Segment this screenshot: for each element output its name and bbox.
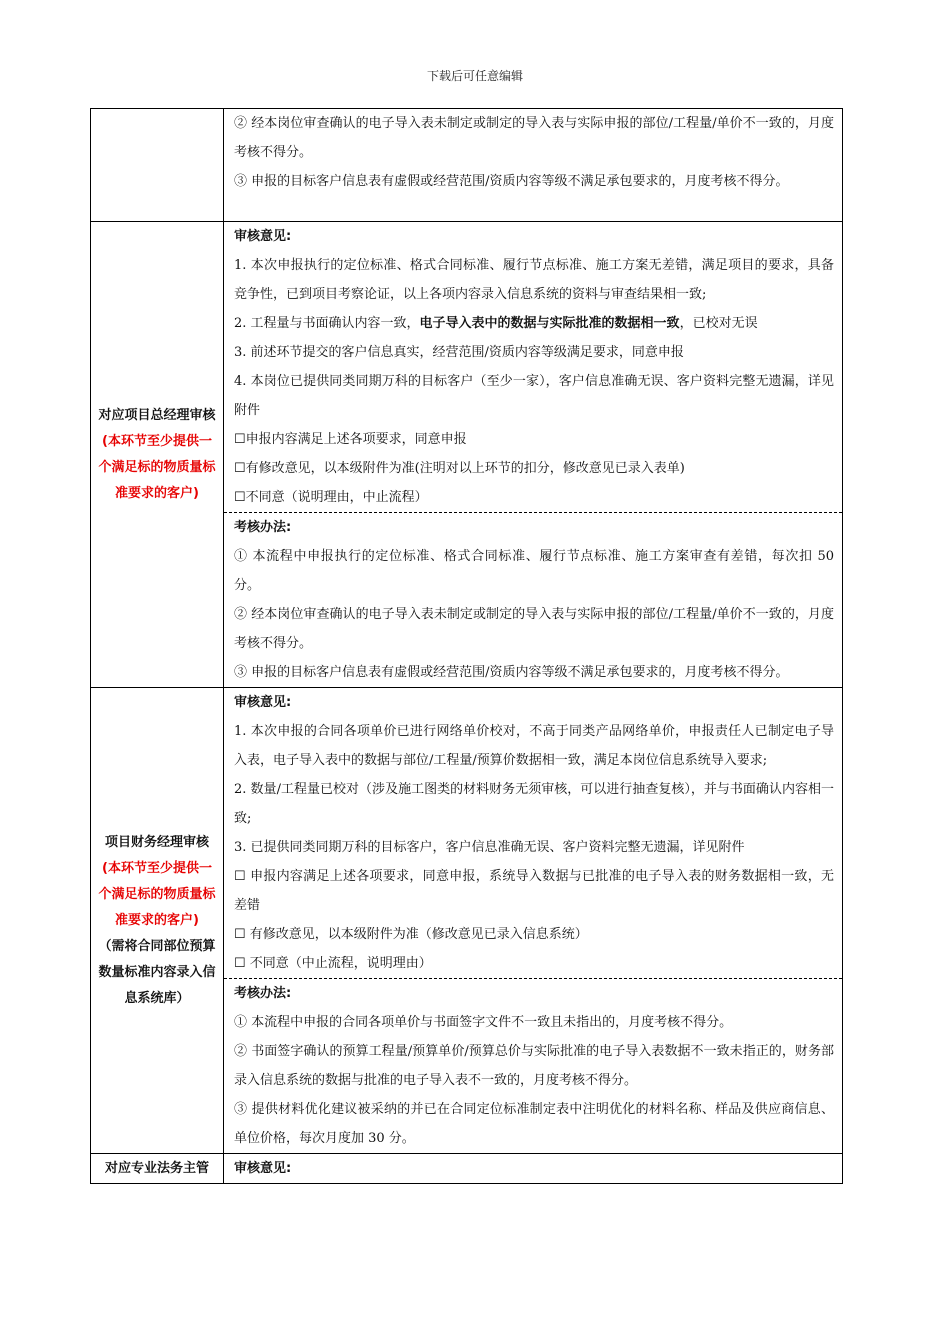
assessment-section (224, 512, 842, 687)
review-title: 审核意见: (234, 695, 292, 710)
row-label-empty (91, 109, 224, 222)
row-content (224, 1154, 843, 1184)
checkbox-option[interactable]: ☐ 申报内容满足上述各项要求，同意申报，系统导入数据与已批准的电子导入表的财务数据相一致，无差错 (234, 869, 834, 913)
review-section (224, 688, 842, 978)
review-item: 3. 前述环节提交的客户信息真实，经营范围/资质内容等级满足要求，同意申报 (234, 345, 684, 360)
review-item: 1. 本次申报的合同各项单价已进行网络单价校对，不高于同类产品网络单价，申报责任人已制定电子导入表，电子导入表中的数据与部位/工程量/预算价数据相一致，满足本岗位信息系统导入要求; (234, 724, 834, 768)
assessment-continued (224, 109, 842, 196)
review-item: 4. 本岗位已提供同类同期万科的目标客户（至少一家），客户信息准确无误、客户资料完整无遗漏，详见附件 (234, 374, 834, 418)
row-label (91, 222, 224, 688)
bold-emphasis: 电子导入表中的数据与实际批准的数据相一致 (419, 316, 680, 331)
assessment-item: ② 经本岗位审查确认的电子导入表未制定或制定的导入表与实际申报的部位/工程量/单价不一致的，月度考核不得分。 (234, 607, 834, 651)
checkbox-option[interactable]: ☐ 有修改意见，以本级附件为准（修改意见已录入信息系统） (234, 927, 588, 942)
row-content (224, 109, 843, 222)
review-item: 1. 本次申报执行的定位标准、格式合同标准、履行节点标准、施工方案无差错，满足项目的要求，具备竞争性，已到项目考察论证，以上各项内容录入信息系统的资料与审查结果相一致; (234, 258, 834, 302)
assessment-title: 考核办法: (234, 520, 292, 535)
role-note-secondary: （需将合同部位预算数量标准内容录入信息系统库） (98, 938, 216, 1006)
table-row (91, 1154, 843, 1184)
assessment-section (224, 978, 842, 1153)
assessment-title: 考核办法: (234, 986, 292, 1001)
assessment-item: ③ 申报的目标客户信息表有虚假或经营范围/资质内容等级不满足承包要求的，月度考核不得分。 (234, 665, 789, 680)
assessment-item: ① 本流程中申报执行的定位标准、格式合同标准、履行节点标准、施工方案审查有差错，每次扣 50 分。 (234, 549, 834, 593)
row-label (91, 688, 224, 1154)
checkbox-option[interactable]: ☐不同意（说明理由，中止流程） (234, 490, 428, 505)
assessment-item: ③ 申报的目标客户信息表有虚假或经营范围/资质内容等级不满足承包要求的，月度考核不得分。 (234, 174, 789, 189)
row-label (91, 1154, 224, 1184)
assessment-item: ① 本流程中申报的合同各项单价与书面签字文件不一致且未指出的，月度考核不得分。 (234, 1015, 733, 1030)
checkbox-option[interactable]: ☐有修改意见，以本级附件为准(注明对以上环节的扣分，修改意见已录入表单) (234, 461, 685, 476)
table-row (91, 222, 843, 688)
review-title: 审核意见: (234, 229, 292, 244)
row-content (224, 222, 843, 688)
review-title: 审核意见: (234, 1161, 292, 1176)
role-title: 对应项目总经理审核 (98, 407, 216, 423)
review-item: 2. 数量/工程量已校对（涉及施工图类的材料财务无须审核，可以进行抽查复核），并与书面确认内容相一致; (234, 782, 834, 826)
page-header: 下载后可任意编辑 (426, 69, 523, 83)
approval-table (90, 108, 843, 1184)
table-row (91, 688, 843, 1154)
assessment-item: ② 经本岗位审查确认的电子导入表未制定或制定的导入表与实际申报的部位/工程量/单价不一致的，月度考核不得分。 (234, 116, 834, 160)
review-item: 2. 工程量与书面确认内容一致，电子导入表中的数据与实际批准的数据相一致，已校对无误 (234, 316, 758, 331)
role-note: (本环节至少提供一个满足标的物质量标准要求的客户) (98, 860, 216, 928)
assessment-item: ② 书面签字确认的预算工程量/预算单价/预算总价与实际批准的电子导入表数据不一致未指正的，财务部录入信息系统的数据与批准的电子导入表不一致的，月度考核不得分。 (234, 1044, 834, 1088)
role-title: 对应专业法务主管 (104, 1160, 209, 1176)
review-section (224, 1154, 842, 1183)
role-title: 项目财务经理审核 (104, 834, 209, 850)
checkbox-option[interactable]: ☐申报内容满足上述各项要求，同意申报 (234, 432, 467, 447)
assessment-item: ③ 提供材料优化建议被采纳的并已在合同定位标准制定表中注明优化的材料名称、样品及供应商信息、单位价格，每次月度加 30 分。 (234, 1102, 834, 1146)
review-item: 3. 已提供同类同期万科的目标客户，客户信息准确无误、客户资料完整无遗漏，详见附件 (234, 840, 745, 855)
table-row (91, 109, 843, 222)
review-section (224, 222, 842, 512)
checkbox-option[interactable]: ☐ 不同意（中止流程，说明理由） (234, 956, 432, 971)
row-content (224, 688, 843, 1154)
role-note: (本环节至少提供一个满足标的物质量标准要求的客户) (98, 433, 216, 501)
